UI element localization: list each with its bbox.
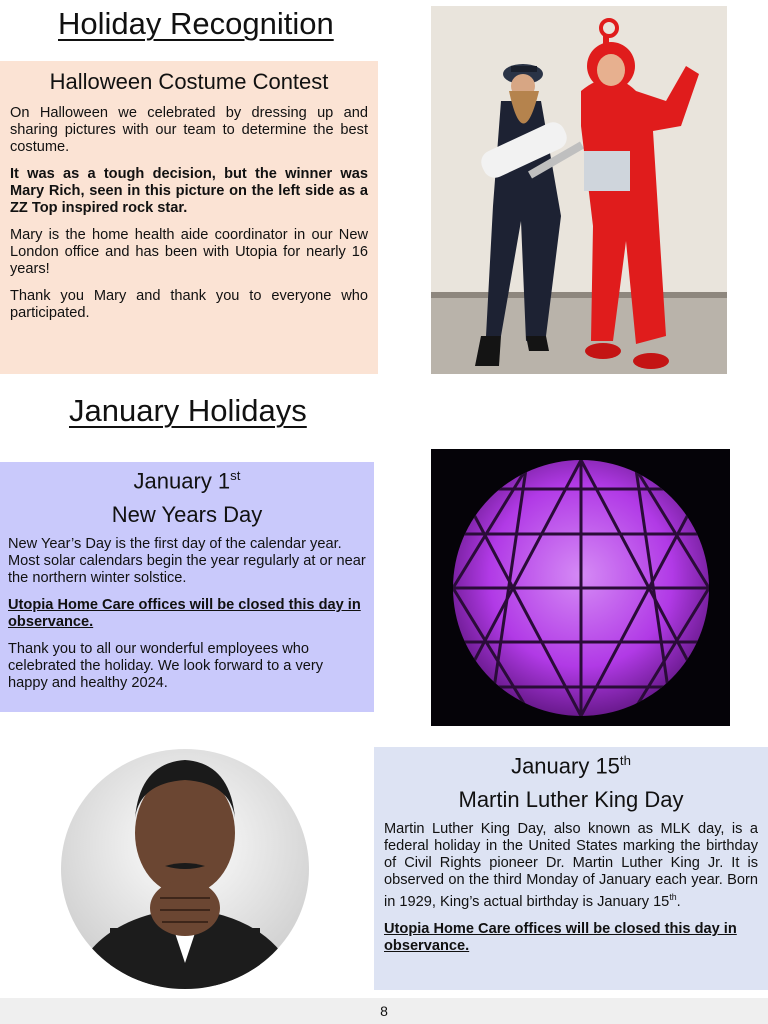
halloween-paragraph-4: Thank you Mary and thank you to everyone who participated. bbox=[10, 288, 368, 321]
halloween-heading: Halloween Costume Contest bbox=[49, 69, 329, 94]
new-years-paragraph-2: Utopia Home Care offices will be closed this day in observance. bbox=[8, 597, 361, 631]
mlk-paragraph-1: Martin Luther King Day, also known as MLK day, is a federal holiday in the United States marking the birthday of Civil Rights pioneer Dr. Martin Luther King Jr. It is observed on the third Monday of January each year. Born in 1929, King’s actual birthday is January 15th. bbox=[384, 821, 758, 911]
section-title-january: January Holidays bbox=[69, 393, 307, 428]
halloween-paragraph-1: On Halloween we celebrated by dressing up and sharing pictures with our team to determine the best costume. bbox=[10, 105, 368, 155]
new-years-paragraph-3: Thank you to all our wonderful employees who celebrated the holiday. We look forward to a very happy and healthy 2024. bbox=[8, 641, 324, 692]
new-years-date: January 1st bbox=[133, 468, 241, 494]
mlk-portrait bbox=[60, 748, 310, 990]
new-years-paragraph-1: New Year’s Day is the first day of the calendar year. Most solar calendars begin the year regularly at or near the northern winter solstice. bbox=[8, 536, 366, 587]
mlk-paragraph-2: Utopia Home Care offices will be closed this day in observance. bbox=[384, 921, 737, 955]
page-number: 8 bbox=[380, 1003, 388, 1019]
new-years-heading: New Years Day bbox=[111, 502, 263, 528]
mlk-heading: Martin Luther King Day bbox=[458, 787, 684, 813]
halloween-paragraph-3: Mary is the home health aide coordinator in our New London office and has been with Utopia for nearly 16 years! bbox=[10, 227, 368, 277]
mlk-box bbox=[374, 747, 768, 990]
costume-contest-photo bbox=[431, 6, 727, 374]
section-title-holiday: Holiday Recognition bbox=[58, 6, 334, 41]
mlk-date: January 15th bbox=[511, 753, 631, 779]
halloween-box bbox=[0, 61, 378, 374]
times-square-ball-photo bbox=[431, 449, 730, 726]
page-footer bbox=[0, 998, 768, 1024]
halloween-paragraph-2: It was as a tough decision, but the winner was Mary Rich, seen in this picture on the left side as a ZZ Top inspired rock star. bbox=[10, 166, 368, 216]
new-years-box bbox=[0, 462, 374, 712]
